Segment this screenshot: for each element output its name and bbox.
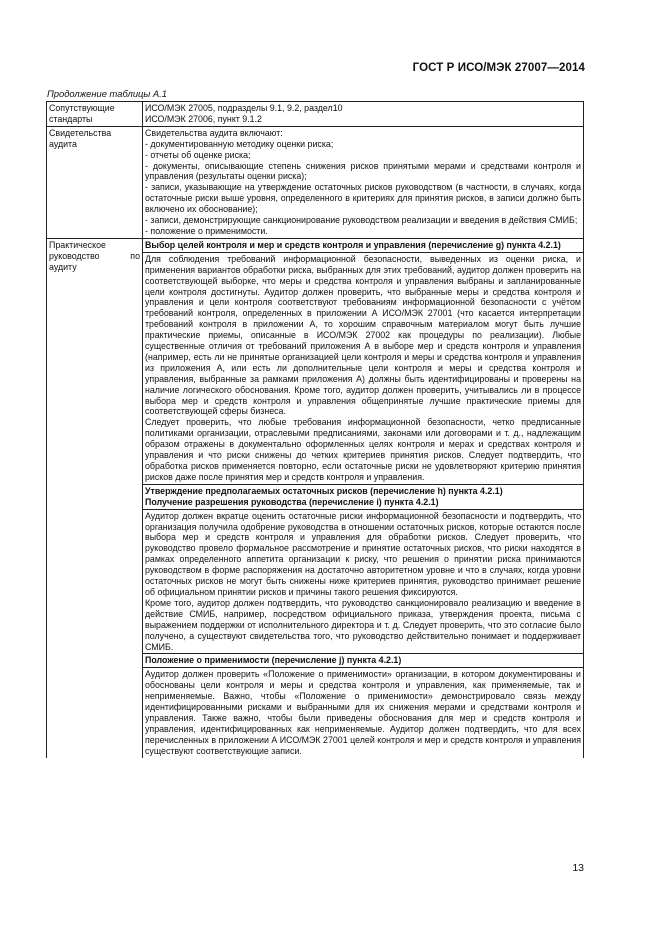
evidence-line: Свидетельства аудита включают:: [145, 127, 283, 138]
evidence-line: - документированную методику оценки риска;: [145, 138, 334, 149]
table-row: [47, 102, 584, 127]
paragraph: Для соблюдения требований информационной безопасности, выведенных из оценки риска, и применения вариантов обработки риска, выбранных для этих требований, аудитор должен проверить на соответствующей выборке, что меры и средства контроля и управления выбраны и запланированные цели контроля достигнуты. Аудитор должен проверить, что выбранные меры и средства контроля и управления и цели контроля соответствуют требованиям информационной безопасности с учётом требований контроля, определенных в приложении А ИСО/МЭК 27001 (что касается интерпретации требований контроля в приложении А, то хорошим справочным материалом могут быть лучшие практические приемы, описанные в ИСО/МЭК 27002 как процедуры по реализации). Любые существенные отличия от требований приложения А в выборе мер и средств контроля и управления (например, есть ли не принятые организацией цели контроля и меры и средства контроля и управления из приложения А, или есть ли дополнительные цели контроля и меры и средства контроля и управления, выбранные за рамками приложения А) должны быть идентифицированы и проверены на наличие логического обоснования. Кроме того, аудитор должен проверить, учитывались ли в процессе выбора мер и средств контроля и управления общепринятые лучшие практические приемы для соответствующей сферы бизнеса.: [145, 253, 581, 417]
heading-applicability: Положение о применимости (перечисление j) пункта 4.2.1): [143, 654, 584, 668]
residual-risks-content: [143, 509, 584, 654]
heading-line: Получение разрешения руководства (перечисление i) пункта 4.2.1): [145, 496, 439, 507]
evidence-content: [143, 126, 584, 238]
practical-label: Практическое руководство по аудиту: [49, 239, 140, 272]
standards-content: [143, 102, 584, 127]
paragraph: Кроме того, аудитор должен подтвердить, что руководство санкционировало реализацию и введение в действие СМИБ, например, посредством официального приказа, утверждения проекта, письма с выражением поддержки от исполнительного директора и т. д. Следует проверить, что это согласие было получено, а существуют свидетельства того, что руководство действительно понимает и поддерживает СМИБ.: [145, 597, 581, 652]
evidence-line: - записи, указывающие на утверждение остаточных рисков руководством (в частности, в случаях, когда остаточные риски выше уровня, определенного в критериях для принятия рисков, в записи должно быть включено их обоснование);: [145, 182, 581, 215]
evidence-line: - отчеты об оценке риска;: [145, 149, 251, 160]
paragraph: Следует проверить, что любые требования информационной безопасности, четко предписанные политиками организации, отраслевыми предписаниями, законами или договорами и т. д., надлежащим образом отражены в документально оформленных целях контроля и мерах и средствах контроля и управления и что риски снижены до четких критериев принятия рисков. Следует подтвердить, что обработка рисков применяется повторно, если остаточные риски не удовлетворяют критерию принятия рисков даже после принятия мер и средств контроля и управления.: [145, 417, 581, 482]
heading-line: Утверждение предполагаемых остаточных рисков (перечисление h) пункта 4.2.1): [145, 485, 503, 496]
paragraph: Аудитор должен вкратце оценить остаточные риски информационной безопасности и подтвердить, что организация получила одобрение руководства в отношении остаточных рисков, которые остаются после выбора мер и средств контроля и управления для обработки рисков. Следует проверить, что руководство провело формальное рассмотрение и принятие остаточных рисков, что риски находятся в рамках определенного аппетита организации к риску, что решения о принятии риска принимаются руководством в форме распоряжения на достаточно авторитетном уровне и что в случаях, когда уровни остаточных рисков не могут быть снижены ниже критериев принятия, руководство принимает решение об официальном принятии рисков и причины такого решения фиксируются.: [145, 510, 581, 597]
row-label-evidence: Свидетельства аудита: [47, 126, 143, 238]
table-continuation-caption: Продолжение таблицы А.1: [47, 88, 167, 99]
table-row: [47, 126, 584, 238]
heading-residual-risks: [143, 484, 584, 509]
evidence-line: - записи, демонстрирующие санкционирование руководством реализации и введения в действия СМИБ;: [145, 215, 578, 226]
standards-line: ИСО/МЭК 27006, пункт 9.1.2: [145, 113, 262, 124]
audit-table: [46, 101, 584, 758]
document-header: ГОСТ Р ИСО/МЭК 27007—2014: [412, 62, 585, 74]
paragraph: Аудитор должен проверить «Положение о применимости» организации, в котором документированы и обоснованы цели контроля и меры и средства контроля и управления, как применяемые, так и неприменяемые. Важно, чтобы «Положение о применимости» демонстрировало связь между идентифицированными рисками и выбранными для их снижения мерами и средствами контроля и управления. Также важно, чтобы были приведены обоснования для мер и средств контроля и управления, идентифицированных как неприменяемые. Аудитор должен подтвердить, что для всех перечисленных в приложении А ИСО/МЭК 27001 целей контроля и мер и средств контроля и управления существуют соответствующие записи.: [145, 669, 581, 756]
selection-content: [143, 252, 584, 484]
heading-selection: Выбор целей контроля и мер и средств контроля и управления (перечисление g) пункта 4.2.1): [143, 238, 584, 252]
evidence-line: - документы, описывающие степень снижения рисков принятыми мерами и средствами контроля и управления (результаты оценки риска);: [145, 160, 581, 182]
page-number: 13: [572, 862, 584, 874]
row-label-practical: [47, 238, 143, 757]
table-row: [47, 238, 584, 252]
row-label-standards: Сопутствующие стандарты: [47, 102, 143, 127]
standards-line: ИСО/МЭК 27005, подразделы 9.1, 9.2, раздел10: [145, 103, 343, 113]
evidence-line: - положение о применимости.: [145, 225, 268, 236]
applicability-content: [143, 668, 584, 758]
